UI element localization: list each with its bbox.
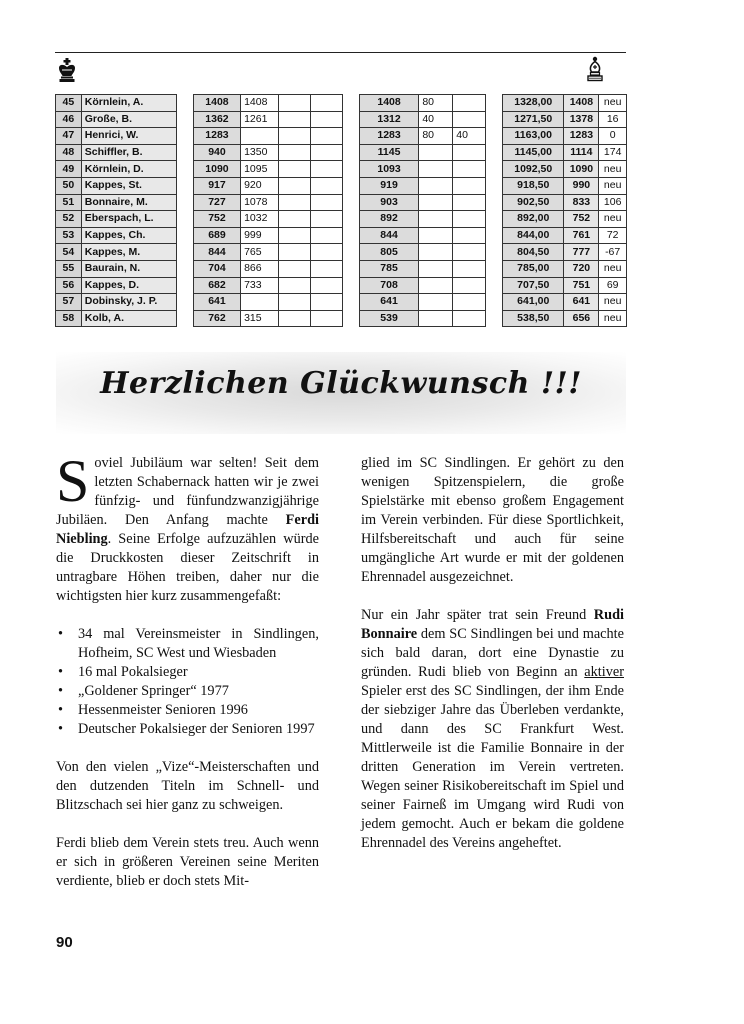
- bonus-a-cell: 80: [419, 128, 453, 145]
- difference-cell: neu: [599, 260, 627, 277]
- calculated-cell: 785,00: [503, 260, 564, 277]
- gap-cell: [343, 128, 360, 145]
- calculated-cell: 892,00: [503, 211, 564, 228]
- gap-cell: [343, 194, 360, 211]
- chess-king-icon: [56, 58, 78, 82]
- calculated-cell: 538,50: [503, 310, 564, 327]
- empty-cell: [310, 227, 342, 244]
- new-rating-cell: 990: [564, 177, 599, 194]
- name-cell: Kolb, A.: [81, 310, 177, 327]
- new-rating-cell: 752: [564, 211, 599, 228]
- banner-title: Herzlichen Glückwunsch !!!: [100, 366, 582, 401]
- empty-cell: [278, 161, 310, 178]
- gap-cell: [343, 244, 360, 261]
- name-cell: Baurain, N.: [81, 260, 177, 277]
- rating-b-cell: 1032: [241, 211, 279, 228]
- bullet-icon: •: [58, 702, 64, 718]
- rank-cell: 54: [56, 244, 82, 261]
- rating-b-cell: 765: [241, 244, 279, 261]
- bonus-a-cell: [419, 294, 453, 311]
- bonus-b-cell: [453, 244, 486, 261]
- gap-cell: [486, 211, 503, 228]
- bonus-a-cell: [419, 227, 453, 244]
- difference-cell: neu: [599, 310, 627, 327]
- new-rating-cell: 761: [564, 227, 599, 244]
- name-cell: Henrici, W.: [81, 128, 177, 145]
- bonus-b-cell: [453, 111, 486, 128]
- rating-a-cell: 682: [193, 277, 240, 294]
- difference-cell: neu: [599, 95, 627, 112]
- table-row: [56, 161, 627, 178]
- list-item: [56, 663, 319, 682]
- empty-cell: [278, 194, 310, 211]
- name-cell: Kappes, Ch.: [81, 227, 177, 244]
- rank-cell: 52: [56, 211, 82, 228]
- table-row: [56, 294, 627, 311]
- rank-cell: 57: [56, 294, 82, 311]
- empty-cell: [310, 277, 342, 294]
- calculated-cell: 1163,00: [503, 128, 564, 145]
- name-cell: Dobinsky, J. P.: [81, 294, 177, 311]
- new-rating-cell: 833: [564, 194, 599, 211]
- rating-b-cell: 866: [241, 260, 279, 277]
- empty-cell: [278, 128, 310, 145]
- rating-a-cell: 940: [193, 144, 240, 161]
- gap-cell: [177, 227, 194, 244]
- difference-cell: 69: [599, 277, 627, 294]
- congratulations-banner: [56, 352, 626, 434]
- paragraph-vize: Von den vielen „Vize“-Meisterschaften und den dutzenden Titeln im Schnell- und Blitzschach sei hier ganz zu schweigen.: [56, 759, 319, 813]
- empty-cell: [278, 95, 310, 112]
- gap-cell: [486, 144, 503, 161]
- rating-a-cell: 844: [193, 244, 240, 261]
- gap-cell: [343, 161, 360, 178]
- bonus-b-cell: [453, 95, 486, 112]
- list-item-text: 34 mal Vereinsmeister in Sindlingen, Hofheim, SC West und Wiesbaden: [78, 626, 319, 661]
- ratings-table: [55, 94, 627, 327]
- gap-cell: [177, 95, 194, 112]
- bonus-a-cell: [419, 260, 453, 277]
- gap-cell: [343, 227, 360, 244]
- rating-b-cell: 1095: [241, 161, 279, 178]
- difference-cell: neu: [599, 161, 627, 178]
- calculated-cell: 641,00: [503, 294, 564, 311]
- rank-cell: 55: [56, 260, 82, 277]
- empty-cell: [310, 177, 342, 194]
- name-cell: Große, B.: [81, 111, 177, 128]
- rank-cell: 50: [56, 177, 82, 194]
- chess-bishop-icon: [585, 56, 605, 82]
- gap-cell: [177, 277, 194, 294]
- bullet-icon: •: [58, 664, 64, 680]
- table-row: [56, 244, 627, 261]
- table-row: [56, 310, 627, 327]
- paragraph-intro: [56, 448, 319, 606]
- gap-cell: [486, 260, 503, 277]
- difference-cell: neu: [599, 294, 627, 311]
- gap-cell: [177, 128, 194, 145]
- rating-a-cell: 1362: [193, 111, 240, 128]
- average-rating-cell: 785: [359, 260, 419, 277]
- gap-cell: [177, 177, 194, 194]
- list-item: [56, 682, 319, 701]
- table-row: [56, 277, 627, 294]
- new-rating-cell: 1408: [564, 95, 599, 112]
- rating-a-cell: 762: [193, 310, 240, 327]
- gap-cell: [177, 211, 194, 228]
- table-row: [56, 211, 627, 228]
- new-rating-cell: 777: [564, 244, 599, 261]
- bonus-a-cell: [419, 244, 453, 261]
- paragraph-mitglied: glied im SC Sindlingen. Er gehört zu den wenigen Spitzenspielern, die große Spielstärke mit ebenso großem Engagement im Verein verbinden. Für diese Sportlichkeit, Hilfsbereitschaft und auch für seine umgängliche Art wurde er mit der goldenen Ehrennadel ausgezeichnet.: [361, 455, 624, 585]
- gap-cell: [177, 194, 194, 211]
- rating-b-cell: 920: [241, 177, 279, 194]
- list-item: [56, 625, 319, 663]
- calculated-cell: 1328,00: [503, 95, 564, 112]
- gap-cell: [343, 95, 360, 112]
- rating-b-cell: 1408: [241, 95, 279, 112]
- average-rating-cell: 641: [359, 294, 419, 311]
- rank-cell: 46: [56, 111, 82, 128]
- rank-cell: 45: [56, 95, 82, 112]
- calculated-cell: 1092,50: [503, 161, 564, 178]
- new-rating-cell: 656: [564, 310, 599, 327]
- gap-cell: [343, 294, 360, 311]
- gap-cell: [486, 95, 503, 112]
- empty-cell: [310, 161, 342, 178]
- name-cell: Kappes, M.: [81, 244, 177, 261]
- rating-a-cell: 752: [193, 211, 240, 228]
- gap-cell: [177, 294, 194, 311]
- calculated-cell: 844,00: [503, 227, 564, 244]
- page-number: 90: [56, 934, 73, 951]
- empty-cell: [310, 194, 342, 211]
- article-right-column: [361, 454, 624, 872]
- gap-cell: [177, 111, 194, 128]
- gap-cell: [486, 244, 503, 261]
- gap-cell: [177, 144, 194, 161]
- average-rating-cell: 1145: [359, 144, 419, 161]
- table-row: [56, 95, 627, 112]
- paragraph-treu: Ferdi blieb dem Verein stets treu. Auch wenn er sich in größeren Vereinen seine Meriten verdiente, blieb er doch stets Mit-: [56, 835, 319, 889]
- gap-cell: [177, 161, 194, 178]
- empty-cell: [278, 144, 310, 161]
- gap-cell: [177, 310, 194, 327]
- bonus-b-cell: [453, 310, 486, 327]
- bonus-a-cell: 80: [419, 95, 453, 112]
- empty-cell: [278, 111, 310, 128]
- bonus-b-cell: [453, 144, 486, 161]
- average-rating-cell: 919: [359, 177, 419, 194]
- table-row: [56, 227, 627, 244]
- bonus-b-cell: [453, 161, 486, 178]
- average-rating-cell: 892: [359, 211, 419, 228]
- gap-cell: [486, 310, 503, 327]
- gap-cell: [343, 277, 360, 294]
- empty-cell: [310, 260, 342, 277]
- bonus-a-cell: [419, 144, 453, 161]
- rudi-text-cont: dem SC Sindlingen bei und machte sich bald daran, dort eine Dynastie zu gründen. Rudi blieb von Beginn an: [361, 626, 624, 680]
- empty-cell: [310, 111, 342, 128]
- average-rating-cell: 708: [359, 277, 419, 294]
- name-cell: Schiffler, B.: [81, 144, 177, 161]
- bonus-a-cell: 40: [419, 111, 453, 128]
- article-left-column: [56, 448, 319, 910]
- table-row: [56, 260, 627, 277]
- empty-cell: [278, 294, 310, 311]
- rating-b-cell: 733: [241, 277, 279, 294]
- average-rating-cell: 1283: [359, 128, 419, 145]
- new-rating-cell: 751: [564, 277, 599, 294]
- rating-b-cell: 999: [241, 227, 279, 244]
- bonus-a-cell: [419, 211, 453, 228]
- bonus-a-cell: [419, 277, 453, 294]
- list-item: [56, 701, 319, 720]
- average-rating-cell: 844: [359, 227, 419, 244]
- empty-cell: [278, 260, 310, 277]
- empty-cell: [310, 211, 342, 228]
- rating-a-cell: 641: [193, 294, 240, 311]
- average-rating-cell: 1408: [359, 95, 419, 112]
- difference-cell: 72: [599, 227, 627, 244]
- table-row: [56, 144, 627, 161]
- difference-cell: 0: [599, 128, 627, 145]
- rank-cell: 56: [56, 277, 82, 294]
- gap-cell: [486, 194, 503, 211]
- rating-b-cell: 315: [241, 310, 279, 327]
- difference-cell: 174: [599, 144, 627, 161]
- empty-cell: [310, 128, 342, 145]
- average-rating-cell: 1312: [359, 111, 419, 128]
- bonus-b-cell: [453, 294, 486, 311]
- rating-b-cell: [241, 128, 279, 145]
- empty-cell: [310, 95, 342, 112]
- table-row: [56, 177, 627, 194]
- empty-cell: [310, 244, 342, 261]
- new-rating-cell: 1090: [564, 161, 599, 178]
- rating-b-cell: [241, 294, 279, 311]
- difference-cell: neu: [599, 211, 627, 228]
- average-rating-cell: 1093: [359, 161, 419, 178]
- empty-cell: [278, 310, 310, 327]
- table-row: [56, 111, 627, 128]
- header-rule: [55, 52, 626, 53]
- gap-cell: [343, 310, 360, 327]
- empty-cell: [278, 277, 310, 294]
- bonus-b-cell: [453, 194, 486, 211]
- gap-cell: [343, 177, 360, 194]
- calculated-cell: 918,50: [503, 177, 564, 194]
- rank-cell: 51: [56, 194, 82, 211]
- paragraph-rudi: [361, 606, 624, 853]
- intro-text: oviel Jubiläum war selten! Seit dem letzten Schabernack hatten wir je zwei fünfzig- und fünfundzwanzigjährige Jubiläen. Den Anfang machte: [56, 455, 319, 528]
- rank-cell: 49: [56, 161, 82, 178]
- achievements-list: [56, 625, 319, 739]
- bonus-a-cell: [419, 177, 453, 194]
- rudi-text-end: Spieler erst des SC Sindlingen, der ihm Ende der siebziger Jahre das Überleben verdankte, und dann des SC Frankfurt West. Mittlerweile ist die Familie Bonnaire in der dritten Generation im Verein vertreten. Wegen seiner Risikobereitschaft im Spiel und seiner Fairneß im Umgang wird Rudi von jedem gemocht. Auch er bekam die goldene Ehrennadel des Vereins angeheftet.: [361, 683, 624, 851]
- dropcap: S: [56, 448, 90, 514]
- rating-a-cell: 1283: [193, 128, 240, 145]
- gap-cell: [343, 144, 360, 161]
- rank-cell: 48: [56, 144, 82, 161]
- name-cell: Kappes, St.: [81, 177, 177, 194]
- difference-cell: 106: [599, 194, 627, 211]
- table-row: [56, 194, 627, 211]
- gap-cell: [486, 161, 503, 178]
- rank-cell: 53: [56, 227, 82, 244]
- empty-cell: [278, 177, 310, 194]
- bullet-icon: •: [58, 626, 64, 642]
- name-cell: Eberspach, L.: [81, 211, 177, 228]
- rank-cell: 47: [56, 128, 82, 145]
- rating-a-cell: 727: [193, 194, 240, 211]
- bonus-b-cell: [453, 211, 486, 228]
- empty-cell: [310, 144, 342, 161]
- new-rating-cell: 720: [564, 260, 599, 277]
- average-rating-cell: 903: [359, 194, 419, 211]
- gap-cell: [486, 277, 503, 294]
- rating-a-cell: 917: [193, 177, 240, 194]
- new-rating-cell: 1378: [564, 111, 599, 128]
- empty-cell: [278, 244, 310, 261]
- rating-a-cell: 1408: [193, 95, 240, 112]
- difference-cell: -67: [599, 244, 627, 261]
- rating-b-cell: 1350: [241, 144, 279, 161]
- difference-cell: neu: [599, 177, 627, 194]
- gap-cell: [486, 128, 503, 145]
- rudi-text: Nur ein Jahr später trat sein Freund: [361, 607, 594, 623]
- list-item-text: Deutscher Pokalsieger der Senioren 1997: [78, 721, 315, 737]
- bonus-b-cell: [453, 177, 486, 194]
- new-rating-cell: 1283: [564, 128, 599, 145]
- name-cell: Bonnaire, M.: [81, 194, 177, 211]
- bonus-b-cell: [453, 260, 486, 277]
- table-row: [56, 128, 627, 145]
- name-cell: Kappes, D.: [81, 277, 177, 294]
- gap-cell: [486, 111, 503, 128]
- list-item-text: 16 mal Pokalsieger: [78, 664, 188, 680]
- calculated-cell: 1271,50: [503, 111, 564, 128]
- empty-cell: [310, 310, 342, 327]
- empty-cell: [278, 227, 310, 244]
- bonus-a-cell: [419, 161, 453, 178]
- gap-cell: [486, 227, 503, 244]
- calculated-cell: 707,50: [503, 277, 564, 294]
- rank-cell: 58: [56, 310, 82, 327]
- empty-cell: [278, 211, 310, 228]
- gap-cell: [486, 177, 503, 194]
- gap-cell: [343, 211, 360, 228]
- ferdi-name: Ferdi Niebling: [56, 512, 319, 547]
- average-rating-cell: 805: [359, 244, 419, 261]
- difference-cell: 16: [599, 111, 627, 128]
- new-rating-cell: 641: [564, 294, 599, 311]
- rudi-name: Rudi Bonnaire: [361, 607, 624, 642]
- gap-cell: [177, 244, 194, 261]
- bullet-icon: •: [58, 683, 64, 699]
- average-rating-cell: 539: [359, 310, 419, 327]
- new-rating-cell: 1114: [564, 144, 599, 161]
- name-cell: Körnlein, D.: [81, 161, 177, 178]
- list-item: [56, 720, 319, 739]
- empty-cell: [310, 294, 342, 311]
- intro-text-cont: . Seine Erfolge aufzuzählen würde die Druckkosten dieser Zeitschrift in untragbare Höhen treiben, daher nur die wichtigsten hier kurz zusammengefaßt:: [56, 531, 319, 604]
- list-item-text: Hessenmeister Senioren 1996: [78, 702, 248, 718]
- bonus-b-cell: [453, 277, 486, 294]
- list-item-text: „Goldener Springer“ 1977: [78, 683, 229, 699]
- gap-cell: [343, 260, 360, 277]
- rating-b-cell: 1078: [241, 194, 279, 211]
- bonus-a-cell: [419, 310, 453, 327]
- calculated-cell: 902,50: [503, 194, 564, 211]
- aktiver-word: aktiver: [584, 664, 624, 680]
- calculated-cell: 804,50: [503, 244, 564, 261]
- gap-cell: [177, 260, 194, 277]
- rating-b-cell: 1261: [241, 111, 279, 128]
- rating-a-cell: 689: [193, 227, 240, 244]
- name-cell: Körnlein, A.: [81, 95, 177, 112]
- bonus-b-cell: [453, 227, 486, 244]
- bullet-icon: •: [58, 721, 64, 737]
- gap-cell: [486, 294, 503, 311]
- gap-cell: [343, 111, 360, 128]
- bonus-a-cell: [419, 194, 453, 211]
- rating-a-cell: 704: [193, 260, 240, 277]
- calculated-cell: 1145,00: [503, 144, 564, 161]
- rating-a-cell: 1090: [193, 161, 240, 178]
- bonus-b-cell: 40: [453, 128, 486, 145]
